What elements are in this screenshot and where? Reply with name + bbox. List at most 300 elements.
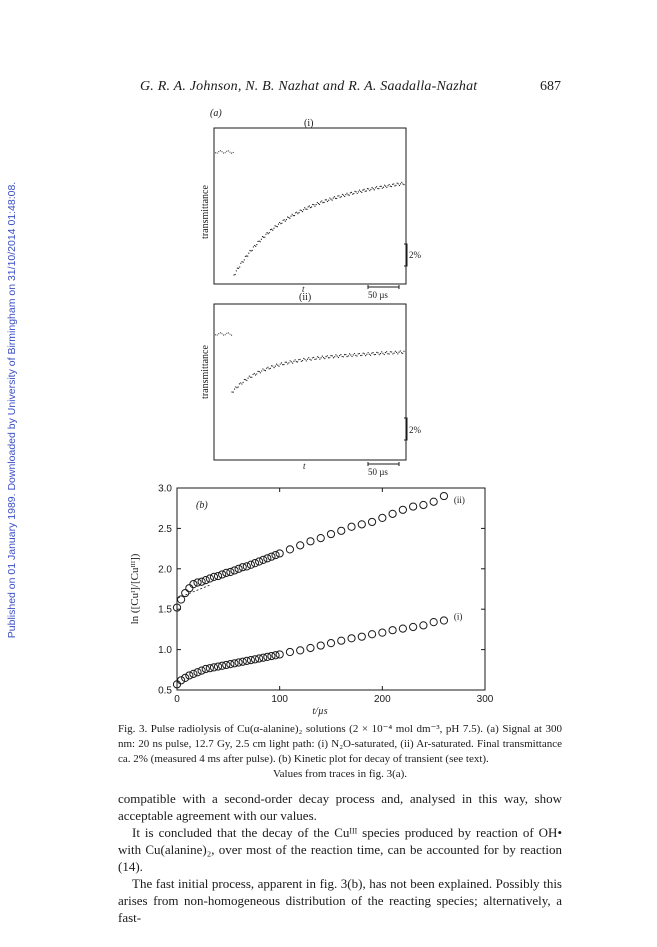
trace-dot <box>281 223 282 224</box>
data-point-series-1 <box>389 510 396 517</box>
trace-i-signal <box>213 150 404 275</box>
y-tick-label: 2.5 <box>158 523 172 535</box>
trace-dot <box>317 356 318 357</box>
trace-dot <box>396 352 397 353</box>
trace-dot <box>397 183 398 184</box>
y-tick-label: 3.0 <box>158 483 172 495</box>
trace-dot <box>253 246 254 247</box>
trace-dot <box>330 198 331 199</box>
trace-dot <box>229 152 230 153</box>
trace-dot <box>265 234 266 235</box>
trace-dot <box>347 194 348 195</box>
trace-dot <box>270 229 271 230</box>
data-point-series-1 <box>338 527 345 534</box>
data-point-series-1 <box>243 563 250 570</box>
watermark-text: Published on 01 January 1989. Downloaded by University of Birmingham on 31/10/2014 01:48:08. <box>6 181 18 639</box>
trace-dot <box>229 334 230 335</box>
trace-dot <box>257 241 258 242</box>
trace-dot <box>302 360 303 361</box>
plot-b-ylabel: ln ([Cuᴵ]/[Cuᴵᴵᴵ]) <box>129 553 141 625</box>
trace-dot <box>233 274 234 275</box>
trace-ii-scale-label: 2% <box>409 425 421 435</box>
data-point-series-1 <box>235 565 242 572</box>
trace-dot <box>313 204 314 205</box>
trace-dot <box>344 354 345 355</box>
trace-dot <box>220 150 221 151</box>
data-point-series-1 <box>268 553 275 560</box>
trace-dot <box>255 374 256 375</box>
data-point-series-2 <box>317 642 324 649</box>
trace-dot <box>247 378 248 379</box>
trace-dot <box>357 193 358 194</box>
trace-dot <box>312 204 313 205</box>
data-point-series-1 <box>272 551 279 558</box>
trace-dot <box>304 207 305 208</box>
trace-dot <box>373 188 374 189</box>
trace-dot <box>290 215 291 216</box>
trace-dot <box>231 335 232 336</box>
paragraph-2: It is concluded that the decay of the Cuᴵᴵᴵ species produced by reaction of OH• with Cu(alanine)₂, over most of the reaction time, can be accounted for by reaction (14). <box>118 825 562 874</box>
trace-dot <box>380 353 381 354</box>
trace-dot <box>398 352 399 353</box>
trace-dot <box>240 263 241 264</box>
trace-dot <box>368 188 369 189</box>
trace-dot <box>276 364 277 365</box>
data-point-series-1 <box>227 568 234 575</box>
trace-dot <box>322 356 323 357</box>
trace-dot <box>226 333 227 334</box>
trace-dot <box>371 353 372 354</box>
trace-dot <box>288 217 289 218</box>
trace-dot <box>359 353 360 354</box>
trace-dot <box>259 240 260 241</box>
trace-dot <box>371 187 372 188</box>
trace-i-scale-label: 2% <box>409 250 421 260</box>
trace-dot <box>277 226 278 227</box>
trace-dot <box>250 377 251 378</box>
trace-dot <box>217 152 218 153</box>
data-point-series-2 <box>368 631 375 638</box>
trace-dot <box>400 183 401 184</box>
data-point-series-2 <box>198 667 205 674</box>
data-point-series-2 <box>440 617 447 624</box>
trace-dot <box>251 250 252 251</box>
trace-dot <box>262 236 263 237</box>
trace-dot <box>370 355 371 356</box>
trace-dot <box>393 183 394 184</box>
data-point-series-1 <box>219 571 226 578</box>
trace-dot <box>359 190 360 191</box>
data-point-series-1 <box>399 506 406 513</box>
trace-dot <box>341 196 342 197</box>
trace-dot <box>241 383 242 384</box>
data-point-series-2 <box>379 629 386 636</box>
trace-dot <box>326 199 327 200</box>
trace-dot <box>274 225 275 226</box>
trace-dot <box>271 365 272 366</box>
trace-dot <box>334 356 335 357</box>
trace-dot <box>330 355 331 356</box>
x-tick-label: 100 <box>271 694 289 705</box>
trace-dot <box>215 152 216 153</box>
trace-dot <box>271 229 272 230</box>
trace-dot <box>259 371 260 372</box>
trace-dot <box>238 268 239 269</box>
trace-dot <box>312 357 313 358</box>
trace-dot <box>321 200 322 201</box>
trace-dot <box>220 332 221 333</box>
trace-dot <box>318 203 319 204</box>
data-point-series-1 <box>410 503 417 510</box>
trace-dot <box>387 353 388 354</box>
trace-dot <box>358 191 359 192</box>
data-point-series-2 <box>399 625 406 632</box>
trace-dot <box>223 335 224 336</box>
trace-dot <box>327 201 328 202</box>
trace-dot <box>336 198 337 199</box>
trace-i-panel <box>200 118 422 300</box>
trace-dot <box>381 186 382 187</box>
trace-dot <box>329 357 330 358</box>
trace-dot <box>264 370 265 371</box>
trace-dot <box>225 152 226 153</box>
trace-dot <box>398 183 399 184</box>
trace-dot <box>260 372 261 373</box>
trace-ii-xlabel: t <box>303 461 306 471</box>
data-point-series-1 <box>440 492 447 499</box>
trace-dot <box>256 244 257 245</box>
trace-dot <box>269 232 270 233</box>
trace-dot <box>240 382 241 383</box>
trace-dot <box>365 355 366 356</box>
data-point-series-1 <box>420 501 427 508</box>
trace-dot <box>329 197 330 198</box>
trace-dot <box>333 197 334 198</box>
trace-dot <box>298 359 299 360</box>
trace-dot <box>269 368 270 369</box>
trace-dot <box>260 241 261 242</box>
trace-dot <box>401 352 402 353</box>
trace-i-xlabel: t <box>302 284 305 294</box>
data-point-series-2 <box>190 670 197 677</box>
trace-dot <box>231 391 232 392</box>
trace-dot <box>337 356 338 357</box>
trace-dot <box>363 352 364 353</box>
trace-dot <box>287 363 288 364</box>
trace-dot <box>296 212 297 213</box>
trace-dot <box>328 357 329 358</box>
trace-dot <box>340 354 341 355</box>
trace-dot <box>235 274 236 275</box>
trace-ii-time-bar <box>368 462 399 466</box>
trace-dot <box>303 209 304 210</box>
trace-dot <box>299 359 300 360</box>
trace-dot <box>303 358 304 359</box>
trace-dot <box>287 216 288 217</box>
trace-dot <box>384 185 385 186</box>
data-point-series-1 <box>286 546 293 553</box>
trace-dot <box>377 352 378 353</box>
trace-dot <box>325 199 326 200</box>
trace-dot <box>375 354 376 355</box>
trace-dot <box>340 197 341 198</box>
trace-dot <box>391 351 392 352</box>
trace-dot <box>390 351 391 352</box>
trace-dot <box>319 359 320 360</box>
trace-dot <box>385 352 386 353</box>
trace-dot <box>245 256 246 257</box>
trace-dot <box>402 183 403 184</box>
trace-dot <box>360 355 361 356</box>
trace-ii-time-label: 50 µs <box>368 467 388 477</box>
trace-dot <box>317 202 318 203</box>
trace-dot <box>333 357 334 358</box>
trace-dot <box>332 355 333 356</box>
trace-dot <box>304 359 305 360</box>
trace-dot <box>218 151 219 152</box>
trace-dot <box>254 245 255 246</box>
y-tick-label: 0.5 <box>158 685 172 697</box>
trace-dot <box>403 351 404 352</box>
trace-dot <box>325 356 326 357</box>
trace-dot <box>268 233 269 234</box>
trace-dot <box>296 361 297 362</box>
trace-dot <box>293 215 294 216</box>
trace-dot <box>244 379 245 380</box>
data-point-series-1 <box>214 572 221 579</box>
trace-dot <box>280 363 281 364</box>
data-point-series-2 <box>420 622 427 629</box>
trace-dot <box>302 211 303 212</box>
trace-dot <box>239 383 240 384</box>
trace-dot <box>363 189 364 190</box>
trace-dot <box>266 232 267 233</box>
trace-dot <box>221 151 222 152</box>
trace-dot <box>387 185 388 186</box>
trace-dot <box>354 191 355 192</box>
data-point-series-1 <box>264 555 271 562</box>
trace-dot <box>361 192 362 193</box>
trace-dot <box>350 354 351 355</box>
trace-dot <box>345 194 346 195</box>
trace-dot <box>337 195 338 196</box>
trace-dot <box>252 250 253 251</box>
trace-dot <box>343 195 344 196</box>
trace-dot <box>265 370 266 371</box>
trace-ii-label: (ii) <box>299 292 312 303</box>
trace-dot <box>291 361 292 362</box>
trace-dot <box>356 355 357 356</box>
trace-dot <box>358 353 359 354</box>
trace-dot <box>385 186 386 187</box>
trace-dot <box>301 361 302 362</box>
trace-dot <box>376 186 377 187</box>
paragraph-3: The fast initial process, apparent in fig. 3(b), has not been explained. Possibly this arises from non-homogeneous distribution of the reacting species; alternatively, a fast- <box>118 876 562 925</box>
data-point-series-1 <box>206 575 213 582</box>
trace-dot <box>278 223 279 224</box>
trace-ii-signal <box>213 332 404 392</box>
trace-dot <box>376 352 377 353</box>
data-point-series-1 <box>256 558 263 565</box>
trace-dot <box>360 191 361 192</box>
trace-dot <box>248 253 249 254</box>
trace-i-time-bar <box>368 285 399 289</box>
trace-dot <box>313 357 314 358</box>
data-point-series-1 <box>368 518 375 525</box>
trace-i-ylabel: transmittance <box>200 185 211 239</box>
trace-dot <box>213 333 214 334</box>
trace-dot <box>252 374 253 375</box>
trace-dot <box>282 364 283 365</box>
trace-dot <box>322 202 323 203</box>
trace-dot <box>377 188 378 189</box>
trace-dot <box>233 152 234 153</box>
trace-dot <box>272 365 273 366</box>
trace-dot <box>234 388 235 389</box>
trace-dot <box>256 373 257 374</box>
trace-dot <box>395 185 396 186</box>
trace-dot <box>288 362 289 363</box>
trace-dot <box>374 189 375 190</box>
trace-dot <box>309 205 310 206</box>
trace-dot <box>318 357 319 358</box>
trace-dot <box>342 194 343 195</box>
caption-last-line: Values from traces in fig. 3(a). <box>272 768 408 780</box>
trace-i-time-label: 50 µs <box>368 290 388 300</box>
trace-dot <box>306 209 307 210</box>
page-number: 687 <box>540 79 561 94</box>
trace-dot <box>213 151 214 152</box>
trace-dot <box>394 353 395 354</box>
trace-dot <box>228 332 229 333</box>
trace-dot <box>349 195 350 196</box>
trace-dot <box>370 189 371 190</box>
trace-dot <box>338 357 339 358</box>
plot-b-panel-label: (b) <box>196 500 208 511</box>
trace-dot <box>314 205 315 206</box>
trace-dot <box>263 237 264 238</box>
trace-dot <box>367 188 368 189</box>
trace-i-label: (i) <box>304 118 314 129</box>
trace-dot <box>239 266 240 267</box>
trace-dot <box>277 365 278 366</box>
data-point-series-1 <box>247 561 254 568</box>
trace-dot <box>397 353 398 354</box>
trace-ii-panel <box>200 292 422 477</box>
figure-caption <box>118 722 562 782</box>
trace-dot <box>225 334 226 335</box>
trace-dot <box>244 259 245 260</box>
trace-dot <box>276 226 277 227</box>
trace-dot <box>237 268 238 269</box>
data-point-series-2 <box>276 651 283 658</box>
trace-dot <box>345 354 346 355</box>
data-point-series-1 <box>348 523 355 530</box>
data-point-series-2 <box>327 640 334 647</box>
trace-dot <box>308 206 309 207</box>
trace-dot <box>390 186 391 187</box>
trace-dot <box>383 187 384 188</box>
data-point-series-2 <box>348 635 355 642</box>
data-point-series-1 <box>202 577 209 584</box>
trace-dot <box>324 202 325 203</box>
trace-dot <box>295 212 296 213</box>
kinetic-plot <box>129 484 494 718</box>
trace-dot <box>334 196 335 197</box>
trace-dot <box>246 380 247 381</box>
trace-dot <box>374 354 375 355</box>
trace-dot <box>247 256 248 257</box>
trace-dot <box>389 184 390 185</box>
trace-dot <box>314 359 315 360</box>
trace-dot <box>289 218 290 219</box>
trace-dot <box>381 351 382 352</box>
data-point-series-1 <box>251 560 258 567</box>
data-point-series-1 <box>260 556 267 563</box>
trace-dot <box>245 379 246 380</box>
trace-dot <box>335 198 336 199</box>
trace-dot <box>379 354 380 355</box>
trace-dot <box>386 351 387 352</box>
trace-dot <box>283 364 284 365</box>
trace-dot <box>228 150 229 151</box>
trace-dot <box>243 382 244 383</box>
series-label: (i) <box>453 611 463 622</box>
trace-dot <box>319 204 320 205</box>
trace-dot <box>355 191 356 192</box>
trace-dot <box>215 334 216 335</box>
data-point-series-2 <box>178 677 185 684</box>
trace-dot <box>324 358 325 359</box>
trace-dot <box>379 186 380 187</box>
trace-dot <box>254 373 255 374</box>
trace-dot <box>246 255 247 256</box>
trace-dot <box>236 387 237 388</box>
trace-dot <box>369 190 370 191</box>
trace-dot <box>354 353 355 354</box>
trace-ii-ylabel: transmittance <box>200 345 211 399</box>
trace-dot <box>346 356 347 357</box>
trace-dot <box>335 354 336 355</box>
trace-dot <box>320 201 321 202</box>
trace-dot <box>343 356 344 357</box>
plot-b-frame <box>177 488 485 690</box>
data-point-series-2 <box>358 633 365 640</box>
trace-dot <box>401 182 402 183</box>
plot-b-xlabel: t/µs <box>312 706 328 717</box>
trace-dot <box>366 190 367 191</box>
data-point-series-2 <box>410 623 417 630</box>
trace-dot <box>298 212 299 213</box>
trace-dot <box>249 250 250 251</box>
trace-dot <box>369 354 370 355</box>
trace-dot <box>281 362 282 363</box>
trace-dot <box>400 350 401 351</box>
trace-dot <box>378 188 379 189</box>
trace-dot <box>309 359 310 360</box>
trace-dot <box>403 184 404 185</box>
trace-dot <box>351 192 352 193</box>
trace-dot <box>389 353 390 354</box>
trace-dot <box>292 362 293 363</box>
data-point-series-1 <box>297 542 304 549</box>
data-point-series-1 <box>190 581 197 588</box>
trace-dot <box>261 370 262 371</box>
trace-dot <box>361 355 362 356</box>
trace-dot <box>221 333 222 334</box>
trace-dot <box>286 362 287 363</box>
trace-dot <box>348 355 349 356</box>
